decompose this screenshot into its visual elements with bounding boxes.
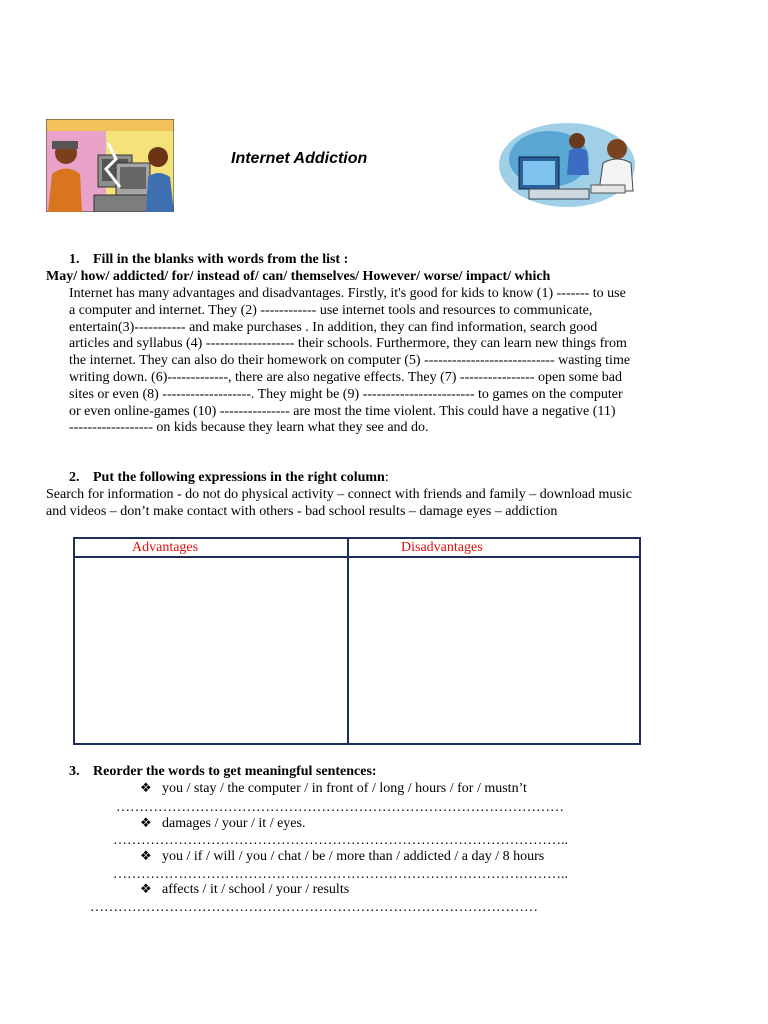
exercise-3-heading	[69, 764, 377, 780]
paragraph-line: the internet. They can also do their homework on computer (5) ---------------------------- wasting time	[69, 353, 631, 369]
table-header-row	[74, 538, 640, 557]
exercise-1-heading	[69, 252, 348, 268]
page-title: Internet Addiction	[231, 150, 368, 167]
exercise-heading-text: Fill in the blanks with words from the list :	[93, 252, 349, 267]
table-header-cell	[74, 538, 348, 557]
paragraph-line: Internet has many advantages and disadvantages. Firstly, it's good for kids to know (1) ------- to use	[69, 286, 626, 301]
scrambled-words: you / stay / the computer / in front of / long / hours / for / mustn’t	[162, 781, 527, 796]
expressions-line: and videos – don’t make contact with others - bad school results – damage eyes – addiction	[46, 504, 558, 519]
disadvantages-answer-cell[interactable]	[348, 557, 640, 744]
heading-colon: :	[384, 470, 389, 485]
exercise-number: 2.	[69, 470, 80, 485]
list-item	[140, 848, 544, 865]
bullet-icon: ❖	[140, 780, 152, 795]
paragraph-line: or even online-games (10) --------------- are most the time violent. This could have a negative (11)	[69, 403, 616, 419]
answer-line[interactable]: ……………………………………………………………………………………..	[113, 867, 568, 882]
paragraph-line: articles and syllabus (4) ------------------- their schools. Furthermore, they can learn new things from	[69, 336, 627, 352]
paragraph-line: a computer and internet. They (2) ------------ use internet tools and resources to communicate,	[69, 302, 593, 318]
bullet-icon: ❖	[140, 848, 152, 863]
list-item	[140, 780, 527, 797]
exercise-1-paragraph	[69, 286, 709, 437]
scrambled-words: affects / it / school / your / results	[162, 882, 350, 897]
paragraph-line: sites or even (8) -------------------. They might be (9) ------------------------ to games on the computer	[69, 386, 623, 402]
paragraph-line: ------------------ on kids because they learn what they see and do.	[69, 420, 429, 436]
paragraph-line: writing down. (6)-------------, there are also negative effects. They (7) ---------------- open some bad	[69, 369, 622, 385]
table-header-cell	[348, 538, 640, 557]
exercise-heading-text: Reorder the words to get meaningful sentences:	[93, 764, 377, 779]
list-item	[140, 815, 305, 832]
advantages-answer-cell[interactable]	[74, 557, 348, 744]
bullet-icon: ❖	[140, 815, 152, 830]
answer-line[interactable]: ……………………………………………………………………………………	[90, 900, 538, 915]
disadvantages-header: Disadvantages	[401, 540, 483, 555]
bullet-icon: ❖	[140, 881, 152, 896]
clipart-people-computers	[46, 119, 174, 212]
expressions-line: Search for information - do not do physical activity – connect with friends and family – download music	[46, 487, 632, 502]
advantages-header: Advantages	[132, 540, 199, 555]
scrambled-words: you / if / will / you / chat / be / more than / addicted / a day / 8 hours	[162, 849, 545, 864]
word-list: May/ how/ addicted/ for/ instead of/ can/ themselves/ However/ worse/ impact/ which	[46, 269, 551, 284]
answer-line[interactable]: ……………………………………………………………………………………..	[113, 833, 568, 848]
advantages-disadvantages-table	[73, 537, 641, 745]
exercise-number: 3.	[69, 764, 80, 779]
exercise-heading-text: Put the following expressions in the right column	[93, 470, 385, 485]
answer-line[interactable]: ……………………………………………………………………………………	[116, 800, 564, 815]
table-row	[74, 557, 640, 744]
clipart-kids-at-computer	[499, 119, 641, 208]
list-item	[140, 881, 349, 898]
exercise-number: 1.	[69, 252, 80, 267]
exercise-2-heading	[69, 470, 389, 486]
paragraph-line: entertain(3)----------- and make purchases . In addition, they can find information, search good	[69, 319, 598, 335]
scrambled-words: damages / your / it / eyes.	[162, 816, 306, 831]
